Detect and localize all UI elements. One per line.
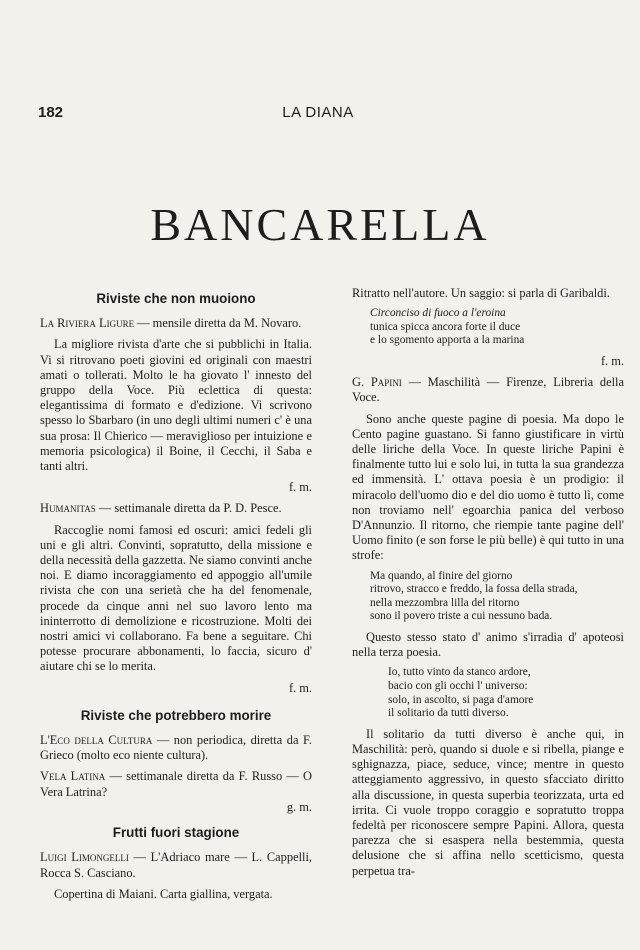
entry-title: Vela Latina <box>40 769 106 784</box>
entry-eco-cultura <box>40 733 312 763</box>
review-paragraph: Il solitario da tutti diverso è anche qui, in Maschilità: però, quando si duole e si ribella, piange e sghignazza, piace, seduce, vince; mentre in questo atteggiamento aggressivo, in questo sfacciato diritto alla discussione, in questa superbia teorizzata, urta ed irrita. Ci vuole troppo coraggio e sopratutto troppa fedeltà per riconoscere sempre Papini. Allora, questa parezza che si esaspera nella bestemmia, questa delusione che si affina nello scetticismo, questa perpetua tra- <box>352 726 624 878</box>
verse-line: solo, in ascolto, si paga d'amore <box>388 693 534 706</box>
signature: f. m. <box>288 480 312 495</box>
entry-details: — settimanale diretta da P. D. Pesce. <box>95 501 282 516</box>
verse-line: il solitario da tutti diverso. <box>388 707 509 720</box>
entry-details: — Maschilità — Firenze, Libreria della Voce. <box>352 375 624 405</box>
review-paragraph: Questo stesso stato d' animo s'irradia d' apoteosi nella terza poesia. <box>352 630 624 660</box>
entry-details: — settimanale diretta da F. Russo — O Vera Latrina? <box>40 769 313 799</box>
verse-line: bacio con gli occhi l' universo: <box>388 680 528 692</box>
heading-riviste-non-muoiono: Riviste che non muoiono <box>96 291 256 306</box>
entry-title: G. Papini <box>352 375 402 390</box>
signature: g. m. <box>286 799 312 814</box>
entry-papini <box>352 375 624 405</box>
entry-title: Luigi Limongelli <box>40 850 129 865</box>
entry-title: Humanitas <box>40 501 96 516</box>
heading-riviste-potrebbero-morire: Riviste che potrebbero morire <box>80 707 272 723</box>
verse-line: Io, tutto vinto da stanco ardore, <box>388 666 531 679</box>
verse-quote-2 <box>370 570 624 624</box>
heading-frutti-fuori-stagione: Frutti fuori stagione <box>112 825 240 841</box>
entry-details: — non periodica, diretta da F. Grieco (molto eco niente cultura). <box>40 733 312 763</box>
review-paragraph: La migliore rivista d'arte che si pubblichi in Italia. Vi si ritrovano poeti giovini ed originali con maestri amati o tollerati. Molto le ha giovato l' innesto del gruppo della Voce. Più eclettica di questa: elegantissima di formato e d'edizione. Vi scrivono spesso lo Sbarbaro (in uno degli ultimi numeri c' è una sua prosa: Il Chierico — meraviglioso per intuizione e memoria psicologica) il Boine, il Cecchi, il Saba e tanti altri. <box>40 337 312 474</box>
page-header <box>38 104 598 124</box>
verse-line: Ma quando, al finire del giorno <box>370 569 513 582</box>
entry-title: La Riviera Ligure <box>40 316 135 331</box>
entry-riviera-ligure <box>40 316 312 331</box>
verse-line: nella mezzombra lilla del ritorno <box>370 596 520 609</box>
page-number: 182 <box>38 104 64 121</box>
entry-limongelli <box>40 850 312 880</box>
signature: f. m. <box>288 680 312 695</box>
verse-line: ritrovo, stracco e freddo, la fossa della strada, <box>370 583 578 596</box>
review-paragraph: Copertina di Maiani. Carta giallina, vergata. <box>54 886 273 901</box>
entry-vela-latina <box>40 769 312 799</box>
verse-line: sono il povero triste a cui nessuno bada. <box>370 610 553 623</box>
signature: f. m. <box>600 353 624 368</box>
review-paragraph: Ritratto nell'autore. Un saggio: si parla di Garibaldi. <box>352 286 610 300</box>
entry-details: — L'Adriaco mare — L. Cappelli, Rocca S. Casciano. <box>40 850 313 880</box>
verse-line: Circonciso di fuoco a l'eroina <box>370 307 506 320</box>
right-column <box>352 286 624 885</box>
review-paragraph: Sono anche queste pagine di poesia. Ma dopo le Cento pagine guastano. Si fanno giustificare in virtù delle liriche della Voce. In queste liriche Papini è finalmente tutto lui e solo lui, in tutta la sua grandezza ed immensità. L' ottava poesia è un prodigio: il miracolo dell'uomo dio e del dio uomo è tutto lì, come non troviamo nell' egoarchia panica del verboso D'Annunzio. Il ritorno, che riempie tante pagine dell' Uomo finito (e son forse le più belle) è qui tutto in una strofe: <box>352 411 624 563</box>
review-paragraph: Raccoglie nomi famosi ed oscuri: amici fedeli gli uni e gli altri. Convinti, sopratutto, della missione e della necessità della gazzetta. Ne siamo convinti anche noi. E diamo incoraggiamento ed appoggio all'umile rivista che con una serietà che ha del fenomenale, procede da cinque anni nel suo lavoro lento ma ininterrotto di demolizione e ricostruzione. Molti dei nostri amici vi collaborano. Fa bene a seguitare. Chi potesse procurare abbonamenti, lo faccia, sicuro d' aiutare chi se lo merita. <box>40 522 312 674</box>
entry-title: L'Eco della Cultura <box>40 733 153 748</box>
left-column <box>40 286 312 908</box>
verse-line: tunica spicca ancora forte il duce <box>370 320 521 333</box>
verse-line: e lo sgomento apporta a la marina <box>370 334 525 347</box>
entry-humanitas <box>40 501 312 516</box>
verse-quote-3 <box>388 666 624 720</box>
section-title: BANCARELLA <box>150 199 490 250</box>
journal-title: LA DIANA <box>282 104 354 121</box>
verse-quote-1 <box>370 307 624 348</box>
entry-details: — mensile diretta da M. Novaro. <box>134 316 302 331</box>
